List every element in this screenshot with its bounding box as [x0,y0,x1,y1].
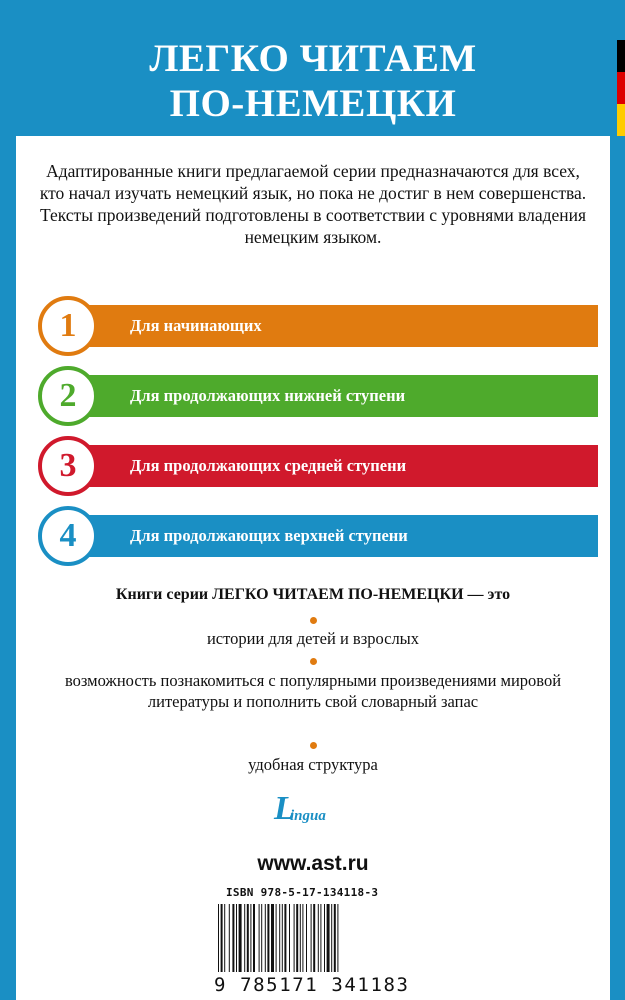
series-title-line-2: ПО-НЕМЕЦКИ [169,82,457,125]
bullet-dot [310,742,317,749]
intro-text [36,160,590,248]
level-row-1 [38,296,598,356]
intro-paragraph-1: Адаптированные книги предлагаемой серии предназначаются для всех, кто начал изучать немецкий язык, но пока не достиг в нем совершенства. [39,161,587,203]
intro-paragraph-2: Тексты произведений подготовлены в соответствии с уровнями владения немецким языком. [39,205,587,247]
level-row-2 [38,366,598,426]
feature-item: удобная структура [248,755,378,774]
logo-mark: L [274,790,295,827]
barcode [216,904,431,972]
level-bar [68,305,598,347]
level-bar [68,515,598,557]
back-cover-content [16,136,610,1000]
barcode-digits: 9 785171 341183 [214,974,410,996]
series-title-line-1: ЛЕГКО ЧИТАЕМ [149,37,477,80]
lingua-logo [268,792,358,832]
isbn-number: ISBN 978-5-17-134118-3 [226,886,379,899]
flag-stripe-red [617,72,625,104]
cover-header [16,0,610,136]
flag-stripe-black [617,40,625,72]
level-label: Для продолжающих верхней ступени [130,526,408,545]
level-row-4 [38,506,598,566]
level-label: Для начинающих [130,316,262,335]
level-number-badge: 3 [38,436,98,496]
german-flag [617,40,625,136]
feature-item: истории для детей и взрослых [206,629,420,648]
series-title [16,36,610,126]
feature-item: возможность познакомиться с популярными произведениями мировой литературы и пополнить свой словарный запас [64,671,562,711]
bullet-dot [310,617,317,624]
logo-word: ingua [290,808,326,824]
bullet-dot [310,658,317,665]
level-row-3 [38,436,598,496]
level-label: Для продолжающих нижней ступени [130,386,406,405]
level-bar [68,375,598,417]
series-heading: Книги серии ЛЕГКО ЧИТАЕМ ПО-НЕМЕЦКИ — это [115,586,511,603]
level-number-badge: 1 [38,296,98,356]
level-number-badge: 4 [38,506,98,566]
flag-stripe-gold [617,104,625,136]
level-number-badge: 2 [38,366,98,426]
publisher-website: www.ast.ru [257,852,369,875]
level-bar [68,445,598,487]
level-label: Для продолжающих средней ступени [130,456,407,475]
